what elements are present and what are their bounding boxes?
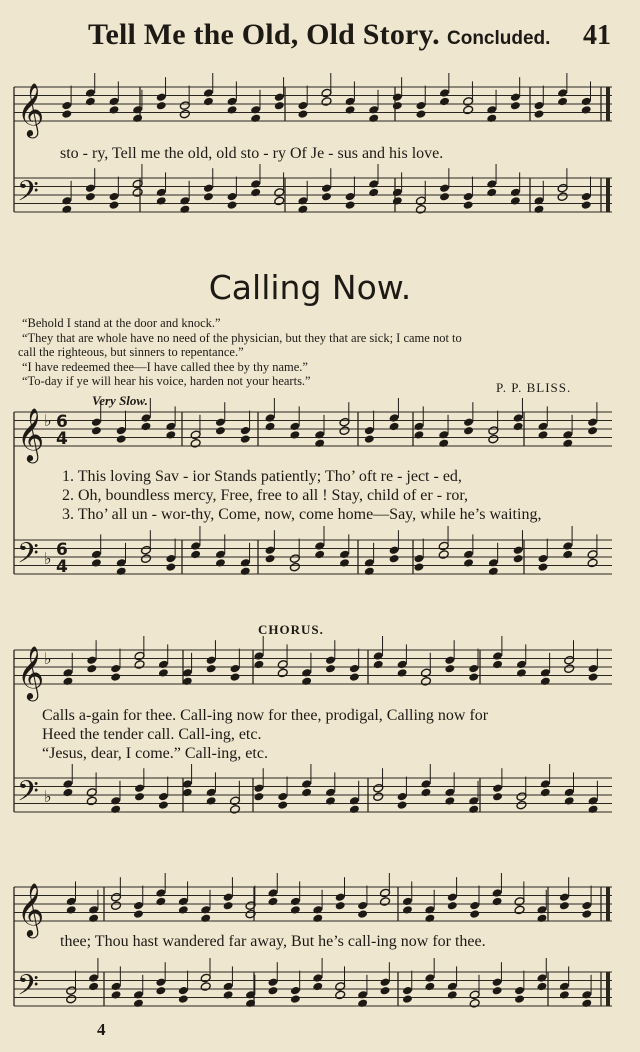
note-head (349, 672, 360, 682)
verse-1: 1. This loving Sav - ior Stands patiently; Tho’ oft re - ject - ed, (62, 468, 462, 485)
note-head (438, 439, 449, 449)
note-head (349, 805, 360, 815)
chorus-line-3: “Jesus, dear, I come.” Call-ing, etc. (42, 745, 268, 762)
note-head (265, 422, 276, 432)
final-lyrics: thee; Thou hast wandered far away, But he’s call-ing now for thee. (60, 933, 486, 950)
note-head (488, 434, 499, 444)
note-head (227, 200, 238, 210)
note-head (389, 554, 400, 564)
note-head (537, 430, 548, 440)
note-head (61, 109, 72, 119)
note-head (155, 897, 166, 907)
note-head (200, 914, 211, 924)
note-head (110, 672, 121, 682)
note-head (469, 999, 480, 1009)
note-head (66, 994, 77, 1004)
tempo-marking: Very Slow. (92, 393, 148, 408)
note-head (373, 660, 384, 670)
note-head (424, 914, 435, 924)
note-head (289, 430, 300, 440)
flat-icon: ♭ (44, 549, 52, 568)
note-head (165, 430, 176, 440)
note-head (223, 901, 234, 911)
note-head (253, 660, 264, 670)
note-head (314, 439, 325, 449)
note-head (486, 188, 497, 198)
note-head (357, 909, 368, 919)
epigraph-line: “Behold I stand at the door and knock.” (22, 316, 221, 330)
system1-lyrics: sto - ry, Tell me the old, old sto - ry Of Je - sus and his love. (60, 145, 444, 162)
note-head (325, 664, 336, 674)
note-head (439, 192, 450, 202)
note-head (134, 792, 145, 802)
note-head (533, 109, 544, 119)
note-head (109, 105, 120, 115)
note-head (289, 562, 300, 572)
note-head (488, 567, 499, 577)
time-signature-top: 6 (56, 540, 68, 560)
note-head (85, 192, 96, 202)
note-head (587, 426, 598, 436)
note-head (562, 439, 573, 449)
note-head (492, 986, 503, 996)
note-head (380, 986, 391, 996)
note-head (581, 999, 592, 1009)
epigraph-line: “I have redeemed thee—I have called thee by thy name.” (22, 359, 308, 374)
note-head (230, 805, 241, 815)
note-head (61, 205, 72, 215)
note-head (290, 994, 301, 1004)
note-head (178, 905, 189, 915)
note-head (444, 664, 455, 674)
note-head (468, 672, 479, 682)
note-head (301, 788, 312, 798)
note-head (402, 905, 413, 915)
running-title: Tell Me the Old, Old Story. (88, 18, 440, 51)
note-head (312, 914, 323, 924)
note-head (240, 567, 251, 577)
note-head (447, 990, 458, 1000)
epigraph-line: call the righteous, but sinners to repentance.” (18, 345, 244, 359)
note-head (513, 554, 524, 564)
note-head (190, 439, 201, 449)
note-head (66, 905, 77, 915)
epigraph-line: “To-day if ye will hear his voice, harden not your hearts.” (22, 374, 311, 388)
epigraph-line: “They that are whole have no need of the physician, but they that are sick; I came not to (22, 330, 462, 345)
note-head (301, 677, 312, 687)
note-head (588, 805, 599, 815)
note-head (230, 672, 241, 682)
note-head (439, 97, 450, 107)
note-head (516, 800, 527, 810)
note-head (179, 205, 190, 215)
note-head (463, 558, 474, 568)
note-head (486, 114, 497, 124)
note-head (536, 982, 547, 992)
note-head (240, 434, 251, 444)
note-head (447, 901, 458, 911)
note-head (200, 982, 211, 992)
note-head (141, 422, 152, 432)
bass-staff (14, 178, 612, 212)
note-head (420, 677, 431, 687)
note-head (62, 677, 73, 687)
note-head (274, 196, 285, 206)
note-head (540, 788, 551, 798)
chorus-label: CHORUS. (258, 622, 324, 637)
time-signature-bottom: 4 (56, 557, 68, 577)
note-head (397, 800, 408, 810)
note-head (215, 426, 226, 436)
bass-clef-icon: 𝄢 (17, 175, 39, 215)
note-head (277, 800, 288, 810)
note-head (158, 668, 169, 678)
note-head (392, 101, 403, 111)
note-head (86, 664, 97, 674)
note-head (203, 97, 214, 107)
note-head (267, 897, 278, 907)
note-head (165, 562, 176, 572)
note-head (357, 999, 368, 1009)
note-head (588, 672, 599, 682)
note-head (492, 660, 503, 670)
note-head (325, 796, 336, 806)
note-head (156, 196, 167, 206)
bass-clef-icon: 𝄢 (17, 775, 39, 815)
note-head (413, 562, 424, 572)
note-head (335, 901, 346, 911)
bass-clef-icon: 𝄢 (17, 537, 39, 577)
note-head (420, 788, 431, 798)
note-head (277, 668, 288, 678)
note-head (415, 109, 426, 119)
note-head (402, 994, 413, 1004)
note-head (581, 200, 592, 210)
note-head (203, 192, 214, 202)
note-head (492, 792, 503, 802)
note-head (250, 114, 261, 124)
note-head (116, 434, 127, 444)
note-head (265, 554, 276, 564)
note-head (206, 796, 217, 806)
note-head (253, 792, 264, 802)
note-head (368, 188, 379, 198)
note-head (88, 914, 99, 924)
note-head (463, 426, 474, 436)
treble-clef-icon: 𝄞 (17, 882, 45, 936)
note-head (537, 562, 548, 572)
note-head (345, 105, 356, 115)
note-head (91, 426, 102, 436)
bass-clef-icon: 𝄢 (17, 969, 39, 1009)
note-head (564, 664, 575, 674)
treble-clef-icon: 𝄞 (17, 645, 45, 699)
note-head (223, 990, 234, 1000)
verse-3: 3. Tho’ all un - wor-thy, Come, now, come home—Say, while he’s waiting, (62, 506, 542, 523)
note-head (91, 558, 102, 568)
note-head (155, 986, 166, 996)
note-head (536, 914, 547, 924)
note-head (312, 982, 323, 992)
time-signature-bottom: 4 (56, 429, 68, 449)
note-head (206, 664, 217, 674)
treble-clef-icon: 𝄞 (17, 407, 45, 461)
note-head (290, 905, 301, 915)
composer-credit: P. P. BLISS. (496, 380, 572, 395)
note-head (297, 205, 308, 215)
note-head (179, 109, 190, 119)
note-head (141, 554, 152, 564)
note-head (111, 990, 122, 1000)
note-head (297, 109, 308, 119)
note-head (380, 897, 391, 907)
note-head (557, 192, 568, 202)
note-head (88, 982, 99, 992)
note-head (178, 994, 189, 1004)
flat-icon: ♭ (44, 649, 52, 668)
concluded-label: Concluded. (447, 28, 551, 49)
song-title: Calling Now. (208, 268, 412, 307)
note-head (559, 990, 570, 1000)
time-signature-top: 6 (56, 412, 68, 432)
signature-number: 4 (97, 1020, 106, 1039)
note-head (373, 792, 384, 802)
bass-staff (14, 778, 612, 812)
note-head (514, 905, 525, 915)
note-head (321, 192, 332, 202)
note-head (581, 909, 592, 919)
note-head (111, 901, 122, 911)
note-head (559, 901, 570, 911)
note-head (116, 567, 127, 577)
note-head (415, 205, 426, 215)
chorus-line-1: Calls a-gain for thee. Call-ing now for thee, prodigal, Calling now for (42, 707, 489, 724)
note-head (158, 800, 169, 810)
note-head (85, 97, 96, 107)
verse-2: 2. Oh, boundless mercy, Free, free to all ! Stay, child of er - ror, (62, 487, 469, 504)
note-head (581, 105, 592, 115)
note-head (364, 567, 375, 577)
note-head (397, 668, 408, 678)
note-head (392, 196, 403, 206)
note-head (463, 200, 474, 210)
note-head (513, 422, 524, 432)
note-head (156, 101, 167, 111)
note-head (339, 558, 350, 568)
note-head (438, 550, 449, 560)
note-head (389, 422, 400, 432)
note-head (133, 999, 144, 1009)
note-head (132, 114, 143, 124)
note-head (267, 986, 278, 996)
chorus-line-2: Heed the tender call. Call-ing, etc. (42, 726, 262, 743)
flat-icon: ♭ (44, 411, 52, 430)
note-head (413, 430, 424, 440)
note-head (564, 796, 575, 806)
note-head (132, 188, 143, 198)
note-head (339, 426, 350, 436)
note-head (133, 909, 144, 919)
note-head (364, 434, 375, 444)
note-head (335, 990, 346, 1000)
note-head (424, 982, 435, 992)
note-head (540, 677, 551, 687)
note-head (514, 994, 525, 1004)
flat-icon: ♭ (44, 787, 52, 806)
note-head (469, 909, 480, 919)
note-head (227, 105, 238, 115)
treble-staff (14, 87, 612, 121)
note-head (562, 550, 573, 560)
note-head (587, 558, 598, 568)
note-head (109, 200, 120, 210)
note-head (110, 805, 121, 815)
note-head (250, 188, 261, 198)
note-head (314, 550, 325, 560)
note-head (321, 97, 332, 107)
note-head (492, 897, 503, 907)
note-head (463, 105, 474, 115)
note-head (368, 114, 379, 124)
note-head (557, 97, 568, 107)
note-head (533, 205, 544, 215)
note-head (444, 796, 455, 806)
note-head (62, 788, 73, 798)
note-head (345, 200, 356, 210)
note-head (86, 796, 97, 806)
note-head (516, 668, 527, 678)
page-number: 41 (583, 20, 611, 51)
note-head (468, 805, 479, 815)
note-head (274, 101, 285, 111)
note-head (134, 660, 145, 670)
treble-clef-icon: 𝄞 (17, 82, 45, 136)
note-head (215, 558, 226, 568)
note-head (510, 196, 521, 206)
note-head (510, 101, 521, 111)
note-head (190, 550, 201, 560)
